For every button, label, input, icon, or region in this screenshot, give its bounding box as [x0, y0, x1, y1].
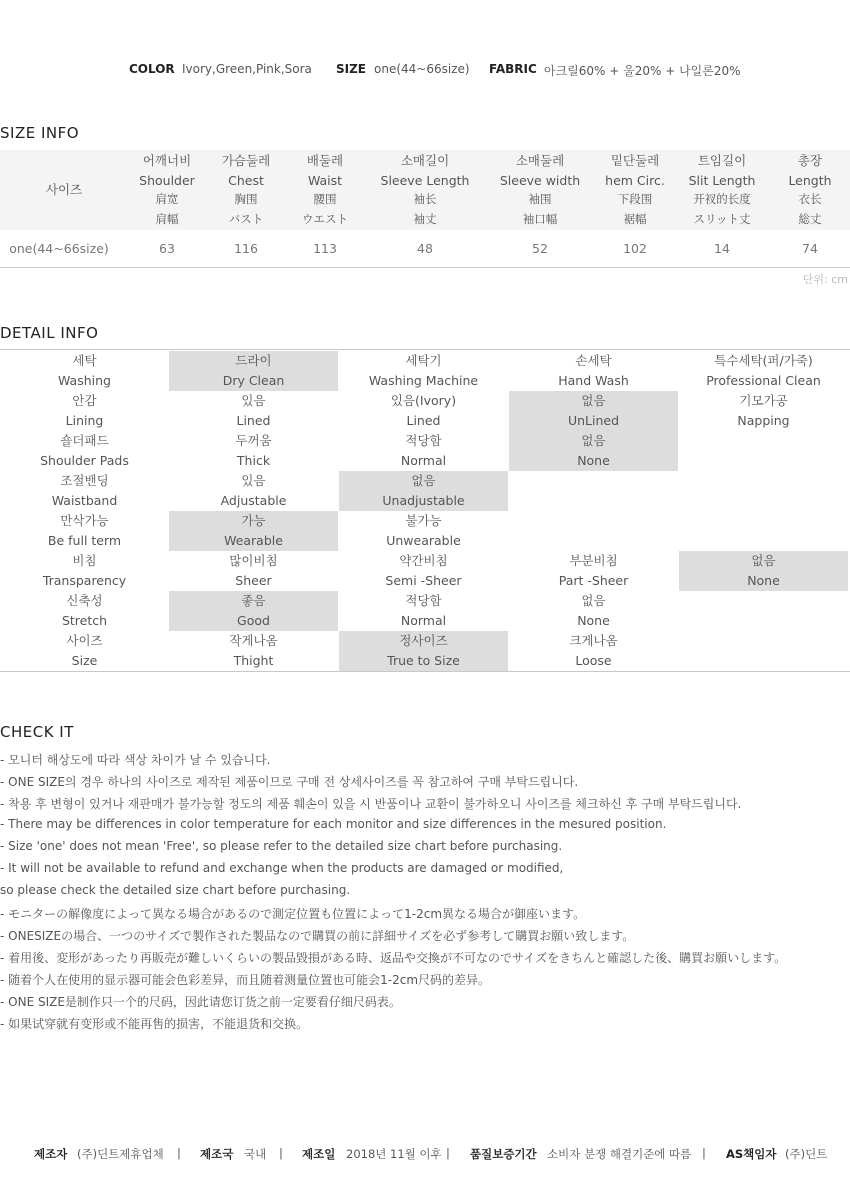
size-column-label-ko: 배둘레 [306, 153, 344, 168]
detail-option-label-ko: 있음 [241, 473, 266, 488]
detail-row-label-ko: 세탁 [72, 353, 97, 368]
size-value: one(44~66size) [374, 62, 470, 76]
size-value-cell: 102 [623, 241, 647, 256]
size-column-label-ja: 袖丈 [413, 211, 437, 226]
size-column-label-ko: 총장 [797, 153, 823, 168]
maker-label: 제조자 [34, 1147, 68, 1161]
detail-row-label [0, 631, 169, 671]
size-column-label-en: Slit Length [688, 172, 756, 188]
maker-value: (주)딘트제휴업체 [77, 1147, 164, 1161]
detail-option-selected [679, 551, 848, 591]
detail-option-label-ko: 드라이 [235, 353, 272, 368]
detail-option [509, 551, 678, 591]
footer-separator: | [446, 1146, 450, 1160]
date-value: 2018년 11월 이후 [346, 1147, 442, 1161]
warranty-label: 품질보증기간 [470, 1147, 537, 1161]
detail-option-selected [509, 431, 678, 471]
detail-option-selected [169, 591, 338, 631]
detail-option-selected [509, 391, 678, 431]
detail-option-label-ko: 없음 [581, 593, 606, 608]
detail-option-label-en: Professional Clean [706, 373, 821, 388]
size-column-label-ja: バスト [228, 211, 264, 226]
detail-row-label-en: Lining [65, 413, 104, 428]
detail-row-label-ko: 안감 [72, 393, 97, 408]
detail-row-label-ko: 숄더패드 [60, 433, 109, 448]
detail-option [339, 431, 508, 471]
size-column-label-ja: 総丈 [798, 211, 822, 226]
detail-option-label-en: Normal [400, 453, 447, 468]
detail-row-label-ko: 만삭가능 [60, 513, 109, 528]
detail-option-label-en: Adjustable [220, 493, 287, 508]
detail-row-label-en: Be full term [47, 533, 122, 548]
detail-row-label-ko: 사이즈 [66, 633, 103, 648]
detail-option-label-ko: 약간비침 [399, 553, 448, 568]
detail-option-label-ko: 특수세탁(퍼/가죽) [714, 353, 813, 368]
detail-row-label-en: Shoulder Pads [40, 453, 129, 468]
detail-row-label-en: Stretch [61, 613, 108, 628]
detail-option-label-en: Napping [737, 413, 790, 428]
footer-separator: | [279, 1146, 283, 1160]
detail-option-label-en: Lined [406, 413, 441, 428]
detail-option-label-en: Normal [400, 613, 447, 628]
detail-option-label-en: Wearable [224, 533, 283, 548]
size-column-label-zh: 腰围 [313, 192, 337, 206]
check-it-line: - 모니터 해상도에 따라 색상 차이가 날 수 있습니다. [0, 753, 271, 767]
footer-separator: | [177, 1146, 181, 1160]
detail-option-label-en: Thick [236, 453, 271, 468]
detail-option [679, 351, 848, 391]
check-it-line: - ONE SIZE의 경우 하나의 사이즈로 제작된 제품이므로 구매 전 상세사이즈를 꼭 참고하여 구매 부탁드립니다. [0, 775, 579, 789]
size-value-cell: 116 [234, 241, 258, 256]
size-column-label-ko: 밑단둘레 [610, 153, 660, 168]
detail-row-label [0, 511, 169, 551]
detail-option-label-ko: 없음 [581, 433, 606, 448]
check-it-line: - ONE SIZE是制作只一个的尺码，因此请您订货之前一定要看仔细尺码表。 [0, 995, 401, 1009]
size-column-label-en: Chest [228, 172, 264, 188]
detail-row-label-ko: 신축성 [66, 593, 103, 608]
as-value: (주)딘트 [785, 1147, 828, 1161]
date-label: 제조일 [302, 1147, 336, 1161]
detail-option [509, 351, 678, 391]
size-column-label-ja: ウエスト [302, 211, 348, 226]
detail-row-label-en: Transparency [42, 573, 127, 588]
detail-option-label-en: True to Size [387, 653, 460, 668]
size-column-label-zh: 开衩的长度 [693, 192, 751, 206]
detail-option-label-en: UnLined [567, 413, 620, 428]
detail-option-label-ko: 없음 [751, 553, 776, 568]
detail-option-label-en: Semi -Sheer [385, 573, 462, 588]
color-value: Ivory,Green,Pink,Sora [182, 62, 312, 76]
size-value-cell: 52 [532, 241, 548, 256]
detail-option-label-en: None [577, 613, 610, 628]
size-column-label-ja: 袖口幅 [522, 211, 558, 226]
fabric-label: FABRIC [489, 62, 537, 76]
detail-option-label-en: Dry Clean [222, 373, 285, 388]
check-it-line: - Size 'one' does not mean 'Free', so please refer to the detailed size chart before purchasing. [0, 839, 563, 853]
detail-option [679, 391, 848, 431]
detail-row-label [0, 431, 169, 471]
detail-option-label-ko: 크게나옴 [569, 633, 618, 648]
detail-option-label-ko: 작게나옴 [229, 633, 278, 648]
detail-option [509, 591, 678, 631]
detail-option-label-en: Good [237, 613, 270, 628]
detail-option [339, 511, 508, 551]
detail-option-selected [339, 631, 508, 671]
product-spec-line [0, 60, 850, 80]
detail-row-label [0, 551, 169, 591]
detail-option-label-ko: 적당함 [405, 593, 442, 608]
detail-row-label [0, 471, 169, 511]
check-it-line: - ONESIZEの場合、一つのサイズで製作された製品なので購買の前に詳細サイズを必ず参考して購買お願い致します。 [0, 929, 635, 943]
detail-row-label-en: Size [71, 653, 98, 668]
size-column-label-ko: 소매둘레 [515, 153, 565, 168]
size-value-cell: 63 [159, 241, 175, 256]
size-value-cell: 14 [714, 241, 730, 256]
size-column-label-zh: 胸围 [234, 192, 258, 206]
detail-option-label-en: Unwearable [386, 533, 461, 548]
detail-row-label [0, 391, 169, 431]
size-column-label-zh: 衣长 [798, 192, 822, 206]
detail-option [339, 351, 508, 391]
detail-option [339, 551, 508, 591]
size-column-label-ko: 트임길이 [697, 153, 747, 168]
detail-option-label-ko: 많이비침 [229, 553, 278, 568]
detail-option [339, 591, 508, 631]
detail-option-label-ko: 있음 [241, 393, 266, 408]
check-it-line: so please check the detailed size chart before purchasing. [0, 883, 351, 897]
detail-row-label-en: Washing [58, 373, 111, 388]
check-it-line: - There may be differences in color temperature for each monitor and size differences in the mesured position. [0, 817, 667, 831]
size-column-label-zh: 肩宽 [155, 192, 179, 206]
detail-row-label [0, 351, 169, 391]
check-it-line: - It will not be available to refund and exchange when the products are damaged or modified, [0, 861, 564, 875]
size-column-label-en: Length [788, 172, 832, 188]
check-it-line: - 如果试穿就有变形或不能再售的损害，不能退货和交换。 [0, 1017, 309, 1031]
check-it-line: - 着用後、変形があったり再販売が難しいくらいの製品毀損がある時、返品や交換が不可なのでサイズをきちんと確認した後、購買お願いします。 [0, 951, 787, 965]
detail-option-label-ko: 두꺼움 [235, 433, 272, 448]
detail-option-label-en: Washing Machine [368, 373, 479, 388]
check-it-title: CHECK IT [0, 723, 74, 741]
size-column-label-en: Sleeve Length [380, 172, 470, 188]
warranty-value: 소비자 분쟁 해결기준에 따름 [547, 1147, 692, 1161]
size-column-header [750, 151, 850, 229]
detail-option-label-en: Thight [233, 653, 274, 668]
detail-option [169, 391, 338, 431]
detail-option [339, 391, 508, 431]
detail-option-label-ko: 없음 [581, 393, 606, 408]
country-value: 국내 [244, 1147, 267, 1161]
size-column-label-en: Waist [307, 172, 343, 188]
detail-option-label-en: None [747, 573, 780, 588]
detail-option-label-en: Part -Sheer [558, 573, 629, 588]
size-column-label-ja: スリット丈 [693, 211, 751, 226]
size-row-header: 사이즈 [45, 182, 83, 197]
detail-option-label-ko: 정사이즈 [399, 633, 448, 648]
detail-table [0, 349, 850, 672]
detail-option-selected [169, 511, 338, 551]
detail-option-label-en: Lined [236, 413, 271, 428]
size-table-divider [0, 267, 850, 268]
detail-option-label-ko: 없음 [411, 473, 436, 488]
detail-option-label-en: Loose [575, 653, 612, 668]
detail-row-label [0, 591, 169, 631]
detail-row-label-ko: 비침 [72, 553, 97, 568]
footer-info [0, 1146, 850, 1166]
unit-label: 단위: cm [802, 273, 848, 286]
detail-option-label-ko: 기모가공 [739, 393, 788, 408]
size-column-label-en: Sleeve width [499, 172, 581, 188]
detail-option [169, 471, 338, 511]
size-column-label-zh: 袖围 [528, 192, 552, 206]
size-column-label-ja: 肩幅 [155, 211, 179, 226]
detail-option-label-ko: 부분비침 [569, 553, 618, 568]
size-column-label-zh: 袖长 [413, 192, 437, 206]
detail-option-selected [169, 351, 338, 391]
detail-option [509, 631, 678, 671]
size-column-label-ko: 어깨너비 [142, 153, 192, 168]
size-name: one(44~66size) [9, 241, 109, 256]
detail-option-selected [339, 471, 508, 511]
color-label: COLOR [129, 62, 175, 76]
footer-separator: | [702, 1146, 706, 1160]
size-column-label-en: hem Circ. [605, 172, 665, 188]
size-info-title: SIZE INFO [0, 124, 80, 142]
size-value-cell: 113 [313, 241, 337, 256]
country-label: 제조국 [200, 1147, 234, 1161]
detail-row-label-en: Waistband [51, 493, 118, 508]
detail-option [169, 551, 338, 591]
detail-option-label-ko: 손세탁 [575, 353, 612, 368]
size-column-label-zh: 下段围 [617, 192, 653, 206]
detail-option-label-en: Sheer [235, 573, 272, 588]
detail-option-label-en: None [577, 453, 610, 468]
size-column-label-ja: 裾幅 [623, 211, 647, 226]
as-label: AS책임자 [726, 1147, 777, 1161]
size-column-header [365, 151, 485, 229]
detail-option-label-ko: 적당함 [405, 433, 442, 448]
detail-option-label-ko: 있음(Ivory) [390, 393, 457, 408]
size-column-label-en: Shoulder [139, 172, 195, 188]
size-column-label-ko: 소매길이 [400, 153, 450, 168]
detail-option-label-ko: 세탁기 [405, 353, 442, 368]
check-it-line: - 착용 후 변형이 있거나 재판매가 불가능할 정도의 제품 훼손이 있을 시 반품이나 교환이 불가하오니 사이즈를 체크하신 후 구매 부탁드립니다. [0, 797, 742, 811]
size-value-cell: 48 [417, 241, 433, 256]
detail-row-label-ko: 조절밴딩 [60, 473, 109, 488]
detail-option-label-ko: 가능 [241, 513, 266, 528]
detail-option-label-en: Unadjustable [382, 493, 465, 508]
detail-option [169, 631, 338, 671]
check-it-line: - 随着个人在使用的显示器可能会色彩差异，而且随着测量位置也可能会1-2cm尺码的差异。 [0, 973, 491, 987]
detail-option-label-ko: 불가능 [405, 513, 442, 528]
size-value-cell: 74 [802, 241, 818, 256]
size-column-label-ko: 가슴둘레 [221, 153, 271, 168]
detail-info-title: DETAIL INFO [0, 324, 99, 342]
detail-option-label-ko: 좋음 [241, 593, 266, 608]
detail-option-label-en: Hand Wash [558, 373, 629, 388]
fabric-value: 아크릴60% + 울20% + 나일론20% [544, 64, 741, 78]
detail-option [169, 431, 338, 471]
size-label: SIZE [336, 62, 367, 76]
check-it-line: - モニターの解像度によって異なる場合があるので測定位置も位置によって1-2cm異なる場合が御座います。 [0, 907, 586, 921]
